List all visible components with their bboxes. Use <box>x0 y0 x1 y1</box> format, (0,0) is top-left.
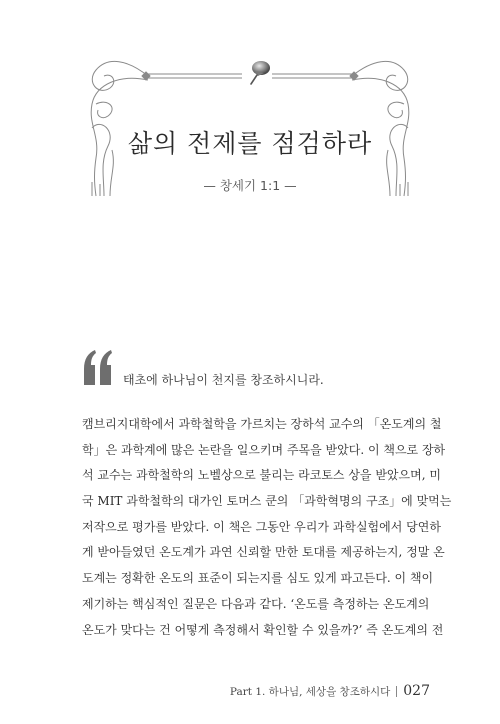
body-line: 캠브리지대학에서 과학철학을 가르치는 장하석 교수의 「온도계의 철 <box>82 417 442 431</box>
scripture-reference: — 창세기 1:1 — <box>203 178 297 193</box>
page-footer <box>230 683 430 699</box>
body-line: 학」은 과학계에 많은 논란을 일으키며 주목을 받았다. 이 책으로 장하 <box>82 442 446 457</box>
body-line: 도계는 정확한 온도의 표준이 되는지를 심도 있게 파고든다. 이 책이 <box>82 571 434 586</box>
body-text <box>82 412 452 643</box>
scripture-quote: 태초에 하나님이 천지를 창조하시니라. <box>123 373 324 387</box>
footer-divider <box>396 686 397 697</box>
page-number: 027 <box>403 683 430 699</box>
body-line: 저작으로 평가를 받았다. 이 책은 그동안 우리가 과학실험에서 당연하 <box>82 519 441 534</box>
ornamental-frame <box>0 0 500 230</box>
body-line: 제기하는 핵심적인 질문은 다음과 같다. ‘온도를 측정하는 온도계의 <box>82 596 430 611</box>
body-line: 온도가 맞다는 건 어떻게 측정해서 확인할 수 있을까?’ 즉 온도계의 전 <box>82 622 444 637</box>
footer-part-title: Part 1. 하나님, 세상을 창조하시다 <box>229 685 391 698</box>
body-line: 석 교수는 과학철학의 노벨상으로 불리는 라코토스 상을 받았으며, 미 <box>82 468 441 483</box>
chapter-title: 삶의 전제를 점검하라 <box>127 129 373 158</box>
quote-mark-icon <box>82 347 114 387</box>
pushpin-icon <box>242 57 274 87</box>
body-line: 게 받아들였던 온도계가 과연 신뢰할 만한 토대를 제공하는지, 정말 온 <box>82 545 445 560</box>
body-line: 국 MIT 과학철학의 대가인 토머스 쿤의 「과학혁명의 구조」에 맞먹는 <box>82 494 452 509</box>
